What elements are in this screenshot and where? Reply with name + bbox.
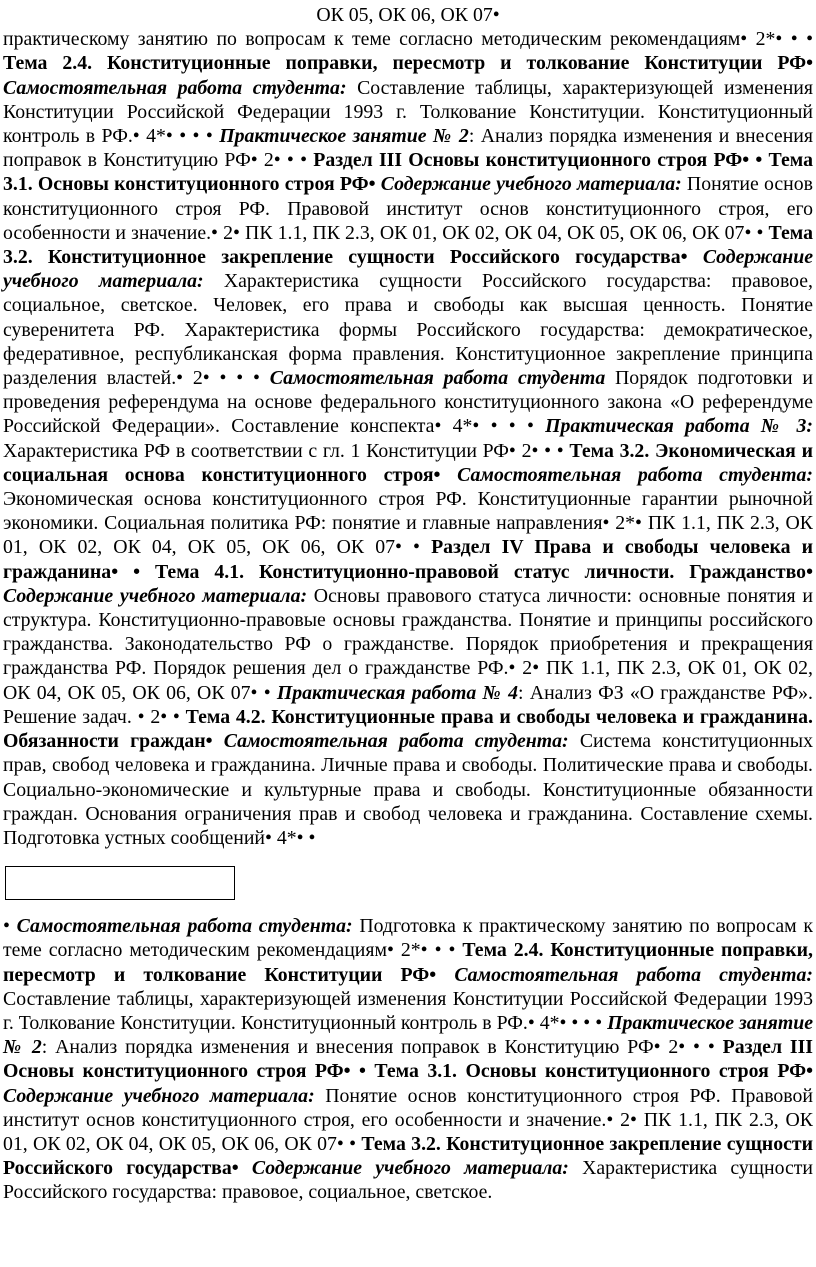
text-run: Практическое занятие № 2 xyxy=(3,1011,813,1059)
paragraph-2 xyxy=(3,914,813,1204)
text-run: Составление таблицы, характеризующей изменения Конституции Российской Федерации 1993 г. Толкование Конституции. Конституционный контроль в РФ.• 4*• • • • xyxy=(3,76,813,148)
text-run: Самостоятельная работа студента: xyxy=(457,463,813,486)
text-run: Самостоятельная работа студента: xyxy=(16,915,353,938)
text-run: Самостоятельная работа студента xyxy=(269,367,606,390)
text-run: Содержание учебного материала: xyxy=(3,246,813,293)
text-run: Тема 2.4. Конституционные поправки, пересмотр и толкование Конституции РФ• xyxy=(3,52,813,75)
text-run: Характеристика сущности Российского государства: правовое, социальное, светское. xyxy=(3,1157,814,1204)
text-run: Тема 3.2. Конституционное закрепление сущности Российского государства• xyxy=(3,221,813,269)
text-run: Содержание учебного материала: xyxy=(3,584,308,607)
text-run: Раздел III Основы конституционного строя РФ• • Тема 3.1. Основы конституционного строя РФ• xyxy=(3,149,813,196)
text-run: • xyxy=(3,915,17,938)
text-run: Понятие основ конституционного строя РФ. Правовой институт основ конституционного строя, его особенности и значение.• 2• ПК 1.1, ПК 2.3, ОК 01, ОК 02, ОК 04, ОК 05, ОК 06, ОК 07• • xyxy=(3,173,813,244)
text-run: Подготовка к практическому занятию по вопросам к теме согласно методическим рекомендациям• 2*• • • xyxy=(3,915,813,962)
text-run: Содержание учебного материала: xyxy=(251,1157,569,1180)
header-line: ОК 05, ОК 06, ОК 07• xyxy=(316,4,500,26)
text-run: Характеристика сущности Российского государства: правовое, социальное, светское. Человек, его права и свободы как высшая ценность. Понятие суверенитета РФ. Характеристика формы Российского государства: демократическое, федеративное, республиканская форма правления. Конституционное закрепление принципа разделения властей.• 2• • • • xyxy=(3,270,813,390)
text-run: Содержание учебного материала: xyxy=(3,1084,315,1107)
text-run: практическому занятию по вопросам к теме согласно методическим рекомендациям• 2*• • • xyxy=(3,28,813,51)
text-run: Практическое занятие № 2 xyxy=(219,125,469,148)
text-run: Раздел IV Права и свободы человека и гражданина• • Тема 4.1. Конституционно-правовой статус личности. Гражданство• xyxy=(3,536,813,583)
text-run: Практическая работа № 4 xyxy=(276,681,519,704)
text-run: Практическая работа № 3: xyxy=(545,415,813,438)
text-run: Понятие основ конституционного строя РФ. Правовой институт основ конституционного строя, его особенности и значение.• 2• ПК 1.1, ПК 2.3, ОК 01, ОК 02, ОК 04, ОК 05, ОК 06, ОК 07• • xyxy=(3,1084,813,1155)
text-run: Основы правового статуса личности: основные понятия и структура. Конституционно-правовые основы гражданства. Понятие и принципы российского гражданства. Законодательство РФ о гражданстве. Порядок приобретения и прекращения гражданства РФ. Порядок решения дел о гражданстве РФ.• 2• ПК 1.1, ПК 2.3, ОК 01, ОК 02, ОК 04, ОК 05, ОК 06, ОК 07• • xyxy=(3,584,813,704)
text-run: Система конституционных прав, свобод человека и гражданина. Личные права и свободы. Политические права и свободы. Социально-экономические и культурные права и свободы. Конституционные обязанности граждан. Основания ограничения прав и свобод человека и гражданина. Составление схемы. Подготовка устных сообщений• 4*• • xyxy=(3,730,813,849)
text-run: Содержание учебного материала: xyxy=(380,173,682,196)
text-run: Тема 2.4. Конституционные поправки, пересмотр и толкование Конституции РФ• xyxy=(3,939,813,986)
text-run: Самостоятельная работа студента: xyxy=(223,730,569,753)
text-run: : Анализ ФЗ «О гражданстве РФ». Решение задач. • 2• • xyxy=(3,681,813,728)
text-run: Раздел III Основы конституционного строя РФ• • Тема 3.1. Основы конституционного строя РФ• xyxy=(3,1036,814,1083)
text-run: Самостоятельная работа студента: xyxy=(454,963,813,986)
text-run: Порядок подготовки и проведения референдума на основе федерального конституционного закона «О референдуме Российской Федерации». Составление конспекта• 4*• • • • xyxy=(3,367,813,438)
text-run: Характеристика РФ в соответствии с гл. 1 Конституции РФ• 2• • • xyxy=(3,439,570,462)
text-run: : Анализ порядка изменения и внесения поправок в Конституцию РФ• 2• • • xyxy=(41,1036,723,1059)
empty-text-box xyxy=(5,866,235,900)
paragraph-1 xyxy=(3,27,813,850)
text-run: Составление таблицы, характеризующей изменения Конституции Российской Федерации 1993 г. Толкование Конституции. Конституционный контроль в РФ.• 4*• • • • xyxy=(3,987,813,1034)
text-run: Самостоятельная работа студента: xyxy=(3,76,347,99)
text-run: Тема 3.2. Экономическая и социальная основа конституционного строя• xyxy=(3,439,813,486)
text-run: : Анализ порядка изменения и внесения поправок в Конституцию РФ• 2• • • xyxy=(3,125,813,172)
text-run: Экономическая основа конституционного строя РФ. Конституционные гарантии рыночной экономики. Социальная политика РФ: понятие и главные направления• 2*• ПК 1.1, ПК 2.3, ОК 01, ОК 02, ОК 04, ОК 05, ОК 06, ОК 07• • xyxy=(3,488,813,559)
text-run: Тема 3.2. Конституционное закрепление сущности Российского государства• xyxy=(3,1132,813,1180)
text-run: Тема 4.2. Конституционные права и свободы человека и гражданина. Обязанности граждан• xyxy=(3,705,814,753)
